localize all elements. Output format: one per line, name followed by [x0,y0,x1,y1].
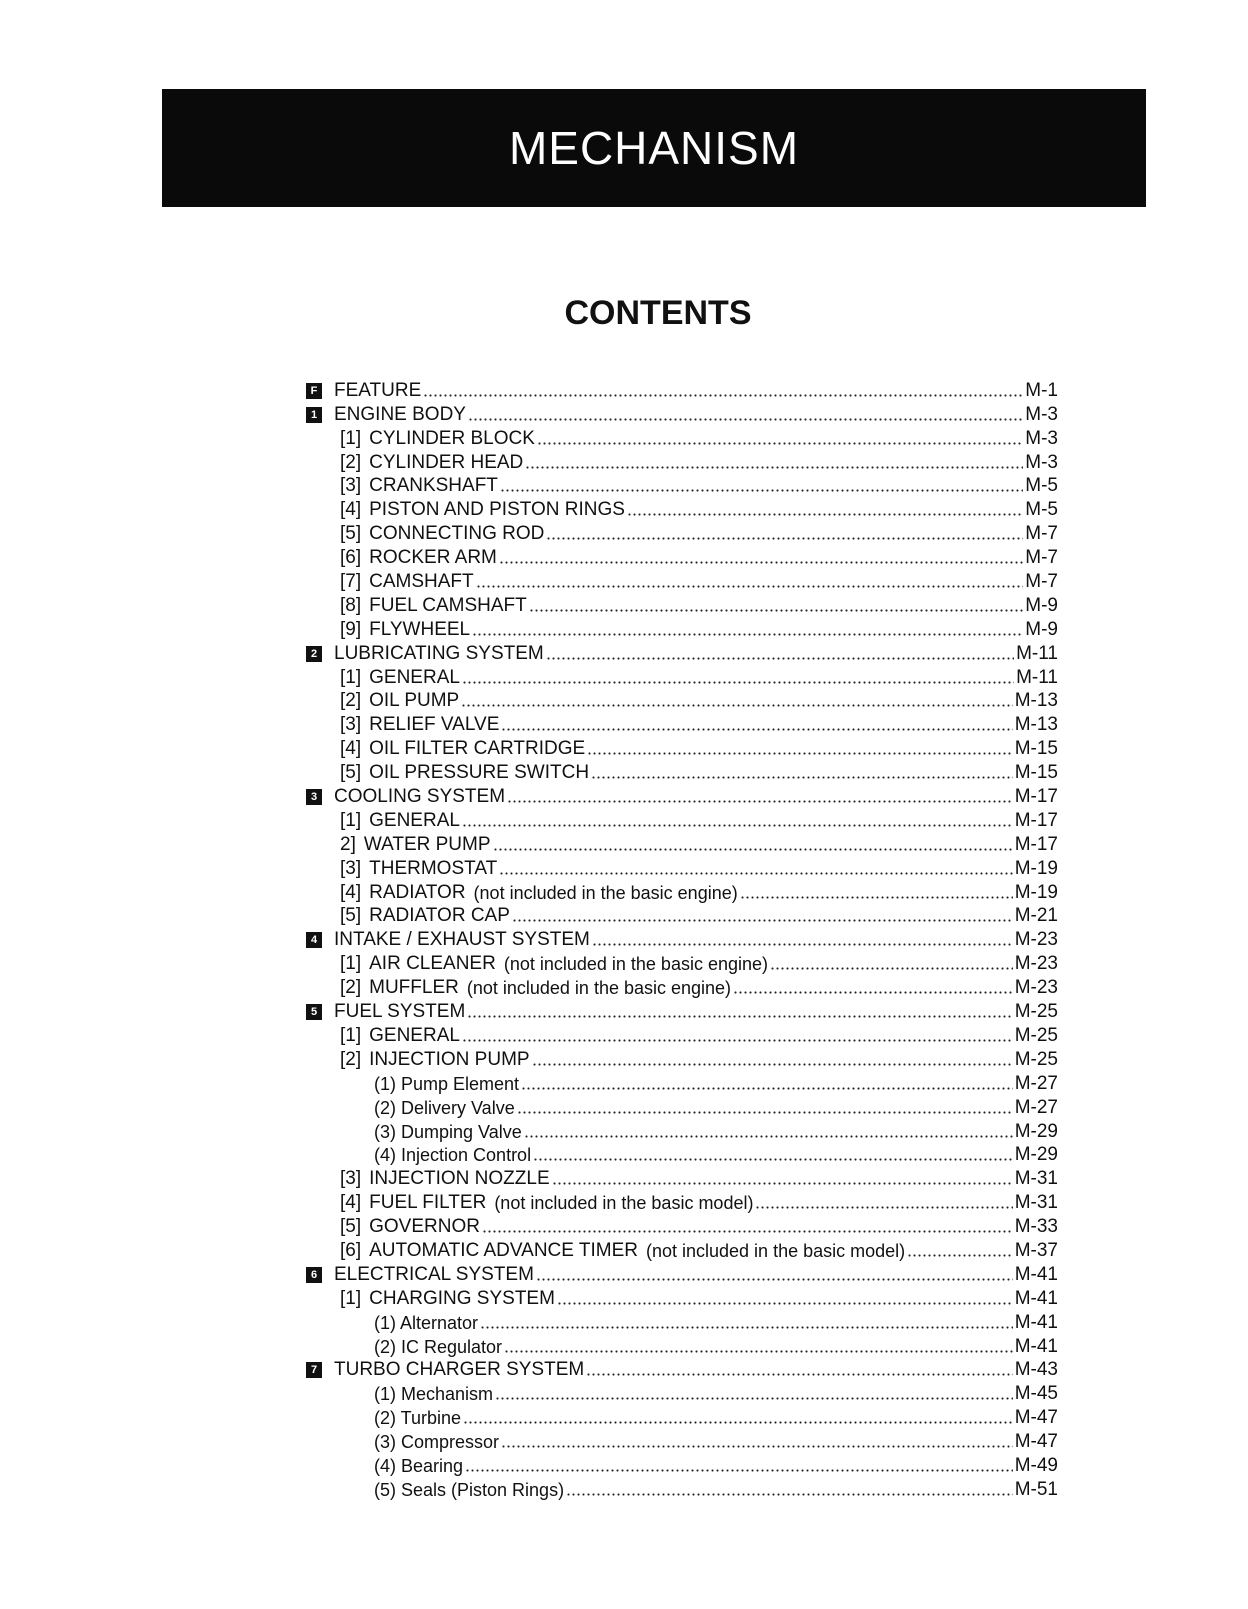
toc-entry-title: GENERAL [369,809,460,831]
toc-entry[interactable] [306,569,1058,593]
toc-entry-title: AIR CLEANER [369,953,496,975]
toc-entry[interactable] [306,1405,1058,1429]
dot-leader [552,1172,1013,1186]
toc-entry-page: M-15 [1014,738,1058,760]
dot-leader [467,1005,1012,1019]
toc-entry[interactable] [306,1358,1058,1382]
toc-entry-page: M-31 [1014,1192,1058,1214]
toc-entry-title: CAMSHAFT [369,571,474,593]
toc-entry-title: ELECTRICAL SYSTEM [334,1263,534,1285]
toc-entry-title: INTAKE / EXHAUST SYSTEM [334,929,590,951]
toc-entry[interactable] [306,1023,1058,1047]
dot-leader [587,742,1013,756]
dot-leader [733,981,1013,995]
toc-entry-page: M-3 [1025,427,1058,449]
toc-entry-number: [6] [340,1239,362,1261]
toc-entry[interactable] [306,1429,1058,1453]
dot-leader [480,1316,1013,1330]
toc-entry-page: M-49 [1014,1454,1058,1476]
toc-entry[interactable] [306,1310,1058,1334]
toc-entry[interactable] [306,1262,1058,1286]
toc-entry-title: COOLING SYSTEM [334,786,506,808]
section-number-icon: F [306,383,322,399]
toc-entry[interactable] [306,1071,1058,1095]
toc-entry-page: M-21 [1014,905,1058,927]
toc-entry[interactable] [306,808,1058,832]
toc-entry-number: [7] [340,571,362,593]
toc-entry-title: (1) Pump Element [374,1073,520,1094]
dot-leader [482,1220,1013,1234]
section-number-icon: 3 [306,789,322,805]
toc-entry-title: FUEL SYSTEM [334,1001,466,1023]
toc-entry-number: [1] [340,809,362,831]
toc-entry-title: OIL PRESSURE SWITCH [369,762,590,784]
dot-leader [517,1101,1013,1115]
toc-entry-number: [2] [340,451,362,473]
toc-entry-title: OIL PUMP [369,690,460,712]
toc-entry-title: RADIATOR [369,881,466,903]
toc-entry[interactable] [306,665,1058,689]
toc-entry-page: M-25 [1014,1048,1058,1070]
dot-leader [627,503,1023,517]
toc-entry[interactable] [306,1477,1058,1501]
toc-entry-page: M-41 [1014,1311,1058,1333]
dot-leader [476,575,1024,589]
toc-entry-title: (4) Bearing [374,1455,464,1476]
toc-entry[interactable] [306,689,1058,713]
toc-entry[interactable] [306,951,1058,975]
toc-entry-page: M-43 [1014,1359,1058,1381]
toc-entry-page: M-37 [1014,1239,1058,1261]
dot-leader [495,1387,1013,1401]
toc-entry-title: (5) Seals (Piston Rings) [374,1479,565,1500]
toc-entry[interactable] [306,736,1058,760]
table-of-contents [306,378,1058,1501]
toc-entry-page: M-11 [1016,666,1058,688]
toc-entry-page: M-17 [1014,833,1058,855]
toc-entry-title: PISTON AND PISTON RINGS [369,499,625,521]
toc-entry-title: FEATURE [334,379,422,401]
toc-entry-title: CYLINDER HEAD [369,451,524,473]
toc-entry-title: CONNECTING ROD [369,523,545,545]
toc-entry-page: M-17 [1014,809,1058,831]
toc-entry-number: [5] [340,905,362,927]
toc-entry-page: M-25 [1014,1001,1058,1023]
toc-entry-note: (not included in the basic engine) [473,882,738,903]
toc-entry-title: FUEL FILTER [369,1192,487,1214]
toc-entry-title: AUTOMATIC ADVANCE TIMER [369,1239,638,1261]
toc-entry-number: [1] [340,666,362,688]
toc-entry-number: [1] [340,1287,362,1309]
toc-entry-number: [4] [340,499,362,521]
dot-leader [462,814,1013,828]
section-number-icon: 4 [306,932,322,948]
toc-entry-page: M-31 [1014,1168,1058,1190]
toc-entry-title: INJECTION NOZZLE [369,1168,550,1190]
dot-leader [507,790,1013,804]
toc-entry-number: [3] [340,475,362,497]
toc-entry-page: M-45 [1014,1383,1058,1405]
toc-entry-title: INJECTION PUMP [369,1048,530,1070]
dot-leader [501,1435,1013,1449]
toc-entry-number: [3] [340,857,362,879]
toc-entry[interactable] [306,904,1058,928]
toc-entry-page: M-51 [1014,1478,1058,1500]
toc-entry-note: (not included in the basic model) [645,1240,906,1261]
toc-entry-title: TURBO CHARGER SYSTEM [334,1359,585,1381]
dot-leader [557,1292,1013,1306]
dot-leader [521,1077,1013,1091]
toc-entry-title: (2) IC Regulator [374,1336,503,1357]
toc-entry[interactable] [306,545,1058,569]
toc-entry[interactable] [306,1047,1058,1071]
toc-entry[interactable] [306,1453,1058,1477]
toc-entry-title: CHARGING SYSTEM [369,1287,555,1309]
toc-entry-page: M-33 [1014,1216,1058,1238]
toc-entry[interactable] [306,760,1058,784]
toc-entry-page: M-27 [1014,1096,1058,1118]
toc-entry-note: (not included in the basic model) [494,1193,754,1214]
dot-leader [500,479,1023,493]
contents-heading: CONTENTS [564,294,752,332]
toc-entry-page: M-29 [1014,1120,1058,1142]
toc-entry-title: RADIATOR CAP [369,905,510,927]
dot-leader [566,1483,1013,1497]
toc-entry[interactable] [306,641,1058,665]
dot-leader [462,671,1014,685]
toc-entry[interactable] [306,1119,1058,1143]
dot-leader [499,551,1023,565]
section-number-icon: 7 [306,1362,322,1378]
toc-entry-title: FLYWHEEL [369,618,471,640]
toc-entry[interactable] [306,832,1058,856]
dot-leader [770,957,1013,971]
toc-entry-number: [5] [340,762,362,784]
dot-leader [591,766,1013,780]
toc-entry[interactable] [306,617,1058,641]
toc-entry[interactable] [306,1381,1058,1405]
toc-entry-page: M-11 [1016,642,1058,664]
dot-leader [423,384,1023,398]
toc-entry-title: ENGINE BODY [334,403,466,425]
toc-entry-page: M-41 [1014,1263,1058,1285]
toc-entry-number: [3] [340,714,362,736]
toc-entry-number: [8] [340,594,362,616]
toc-entry-number: [1] [340,427,362,449]
toc-entry-number: [4] [340,1192,362,1214]
toc-entry[interactable] [306,1143,1058,1167]
toc-entry-page: M-7 [1025,571,1058,593]
section-number-icon: 5 [306,1004,322,1020]
toc-entry-number: [6] [340,547,362,569]
dot-leader [524,1125,1013,1139]
toc-entry-title: MUFFLER [369,977,459,999]
toc-entry-number: [1] [340,1024,362,1046]
toc-entry[interactable] [306,1238,1058,1262]
toc-entry-page: M-23 [1014,977,1058,999]
dot-leader [592,933,1013,947]
toc-entry-page: M-7 [1025,523,1058,545]
toc-entry[interactable] [306,927,1058,951]
dot-leader [907,1244,1013,1258]
dot-leader [463,1411,1013,1425]
dot-leader [546,527,1023,541]
page-title: MECHANISM [508,122,800,174]
dot-leader [537,432,1023,446]
toc-entry-title: (2) Turbine [374,1408,462,1429]
toc-entry[interactable] [306,712,1058,736]
toc-entry[interactable] [306,497,1058,521]
toc-entry[interactable] [306,784,1058,808]
toc-entry-page: M-23 [1014,953,1058,975]
toc-entry-title: LUBRICATING SYSTEM [334,642,544,664]
dot-leader [499,862,1013,876]
toc-entry-page: M-9 [1025,618,1058,640]
toc-entry-number: [5] [340,523,362,545]
toc-entry[interactable] [306,856,1058,880]
toc-entry-title: ROCKER ARM [369,547,497,569]
dot-leader [501,718,1012,732]
toc-entry-title: CRANKSHAFT [369,475,498,497]
dot-leader [525,456,1023,470]
toc-entry[interactable] [306,521,1058,545]
toc-entry-page: M-17 [1014,786,1058,808]
toc-entry-title: THERMOSTAT [369,857,498,879]
header-banner [162,89,1146,207]
toc-entry[interactable] [306,450,1058,474]
section-number-icon: 1 [306,407,322,423]
toc-entry-number: [9] [340,618,362,640]
toc-entry-page: M-3 [1025,403,1058,425]
toc-entry-title: FUEL CAMSHAFT [369,594,527,616]
toc-entry-title: (1) Mechanism [374,1384,494,1405]
section-number-icon: 6 [306,1267,322,1283]
toc-entry[interactable] [306,1214,1058,1238]
dot-leader [546,647,1014,661]
toc-entry-note: (not included in the basic engine) [503,954,769,975]
toc-entry[interactable] [306,1190,1058,1214]
toc-entry-title: WATER PUMP [363,833,491,855]
dot-leader [462,1029,1013,1043]
toc-entry-title: (3) Dumping Valve [374,1121,522,1142]
toc-entry-page: M-19 [1014,857,1058,879]
toc-entry-title: OIL FILTER CARTRIDGE [369,738,586,760]
toc-entry-number: [2] [340,690,362,712]
toc-entry-page: M-3 [1025,451,1058,473]
dot-leader [740,886,1013,900]
toc-entry-title: CYLINDER BLOCK [369,427,535,449]
dot-leader [461,694,1012,708]
dot-leader [493,838,1013,852]
dot-leader [504,1340,1013,1354]
toc-entry-title: GOVERNOR [369,1216,480,1238]
toc-entry-page: M-15 [1014,762,1058,784]
dot-leader [533,1148,1013,1162]
toc-entry[interactable] [306,1286,1058,1310]
toc-entry-page: M-47 [1014,1431,1058,1453]
toc-entry-page: M-27 [1014,1072,1058,1094]
toc-entry-page: M-13 [1014,690,1058,712]
toc-entry-title: GENERAL [369,1024,460,1046]
dot-leader [472,623,1023,637]
dot-leader [465,1459,1013,1473]
toc-entry[interactable] [306,378,1058,402]
toc-entry-page: M-23 [1014,929,1058,951]
toc-entry-title: (2) Delivery Valve [374,1097,515,1118]
toc-entry[interactable] [306,474,1058,498]
toc-entry-title: RELIEF VALVE [369,714,500,736]
toc-entry-number: 2] [340,833,356,855]
toc-entry-title: (1) Alternator [374,1312,479,1333]
toc-entry-page: M-25 [1014,1024,1058,1046]
toc-entry-note: (not included in the basic engine) [466,978,732,999]
dot-leader [529,599,1024,613]
dot-leader [512,909,1013,923]
dot-leader [755,1196,1012,1210]
toc-entry-number: [5] [340,1216,362,1238]
toc-entry-page: M-47 [1014,1407,1058,1429]
toc-entry-title: (4) Injection Control [374,1145,532,1166]
toc-entry-page: M-7 [1025,547,1058,569]
toc-entry-page: M-5 [1025,499,1058,521]
toc-entry[interactable] [306,402,1058,426]
toc-entry-page: M-9 [1025,594,1058,616]
toc-entry[interactable] [306,593,1058,617]
toc-entry-number: [3] [340,1168,362,1190]
dot-leader [586,1363,1013,1377]
toc-entry[interactable] [306,1095,1058,1119]
dot-leader [468,408,1023,422]
toc-entry-number: [2] [340,1048,362,1070]
toc-entry[interactable] [306,880,1058,904]
toc-entry[interactable] [306,1334,1058,1358]
toc-entry-page: M-5 [1025,475,1058,497]
toc-entry-number: [1] [340,953,362,975]
toc-entry-page: M-13 [1014,714,1058,736]
toc-entry[interactable] [306,1166,1058,1190]
toc-entry-page: M-41 [1014,1335,1058,1357]
toc-entry-title: (3) Compressor [374,1432,500,1453]
toc-entry-title: GENERAL [369,666,460,688]
toc-entry[interactable] [306,426,1058,450]
section-number-icon: 2 [306,646,322,662]
dot-leader [532,1053,1013,1067]
toc-entry-number: [4] [340,881,362,903]
dot-leader [536,1268,1013,1282]
toc-entry[interactable] [306,999,1058,1023]
toc-entry-page: M-19 [1014,881,1058,903]
toc-entry-number: [4] [340,738,362,760]
toc-entry-page: M-41 [1014,1287,1058,1309]
toc-entry-page: M-29 [1014,1144,1058,1166]
toc-entry[interactable] [306,975,1058,999]
toc-entry-number: [2] [340,977,362,999]
toc-entry-page: M-1 [1025,379,1058,401]
